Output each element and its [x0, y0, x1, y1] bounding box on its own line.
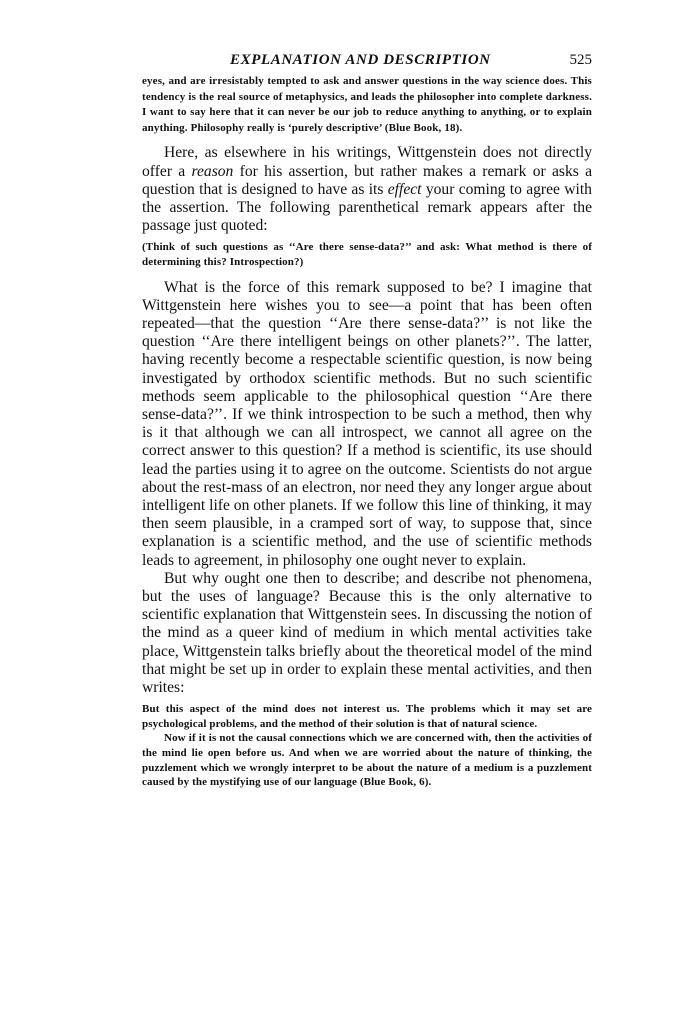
paragraph-2-text: What is the force of this remark supposed to be? I imagine that Wittgenstein here wishes you to see—a point that has been often repeated—that the question ‘‘Are there sense-data?’’ is not like the question ‘‘Are there intelligent beings on other planets?’’. The latter, having recently become a respectable scientific question, is now being investigated by orthodox scientific methods. But no such scientific methods seem applicable to the philosophical question ‘‘Are there sense-data?’’. If we think introspection to be such a method, then why is it that although we can all introspect, we cannot all agree on the correct answer to this question? If a method is scientific, its use should lead the parties using it to agree on the outcome. Scientists do not argue about the rest-mass of an electron, nor need they any longer argue about intelligent life on other planets. If we follow this line of thinking, it may then seem plausible, in a cramped sort of way, to suppose that, since explanation is a scientific method, and the use of scientific methods leads to agreement, in philosophy one ought never to explain.: [142, 278, 592, 569]
paragraph-1-part-a: Here, as elsewhere in his writings, Wittgenstein does not directly offer a: [142, 144, 592, 180]
page-number: 525: [569, 52, 592, 68]
quote-3-first-paragraph-text: But this aspect of the mind does not interest us. The problems which it may set are psychological problems, and the method of their solution is that of natural science.: [142, 703, 592, 730]
paragraph-2: [142, 279, 592, 570]
top-quote-text: eyes, and are irresistably tempted to ask and answer questions in the way science does. This tendency is the real source of metaphysics, and leads the philosopher into complete darkness. I want to say here that it can never be our job to reduce anything to anything, or to explain anything. Philosophy really is ‘purely descriptive’ (Blue Book, 18).: [142, 75, 592, 134]
paragraph-3: [142, 570, 592, 697]
book-page: [142, 48, 592, 790]
quote-3-second-paragraph: [142, 731, 592, 789]
quote-3-second-paragraph-text: Now if it is not the causal connections which we are concerned with, then the activities of the mind lie open before us. And when we are worried about the nature of thinking, the puzzlement which we wrongly interpret to be about the nature of a medium is a puzzlement caused by the mystifying use of our language (Blue Book, 6).: [142, 732, 592, 789]
quote-2: [142, 240, 592, 269]
paragraph-1-emphasis-effect: effect: [387, 180, 422, 198]
running-title: EXPLANATION AND DESCRIPTION: [230, 52, 491, 68]
quote-2-text: (Think of such questions as ‘‘Are there sense-data?’’ and ask: What method is there of determining this? Introspection?): [142, 241, 592, 268]
top-quote: [142, 74, 592, 136]
paragraph-1-part-c: for his assertion, but rather makes a remark or asks a question that is designed to have as its: [142, 162, 592, 198]
paragraph-3-text: But why ought one then to describe; and describe not phenomena, but the uses of language? Because this is the only alternative to scientific explanation that Wittgenstein sees. In discussing the notion of the mind as a queer kind of medium in which mental activities take place, Wittgenstein talks briefly about the theoretical model of the mind that might be set up in order to explain these mental activities, and then writes:: [142, 569, 592, 697]
paragraph-1-part-e: your coming to agree with the assertion. The following parenthetical remark appears after the passage just quoted:: [142, 180, 592, 235]
paragraph-1-emphasis-reason: reason: [191, 162, 234, 180]
running-head: [142, 48, 592, 74]
paragraph-1: [142, 144, 592, 235]
quote-3-first-paragraph: [142, 702, 592, 731]
